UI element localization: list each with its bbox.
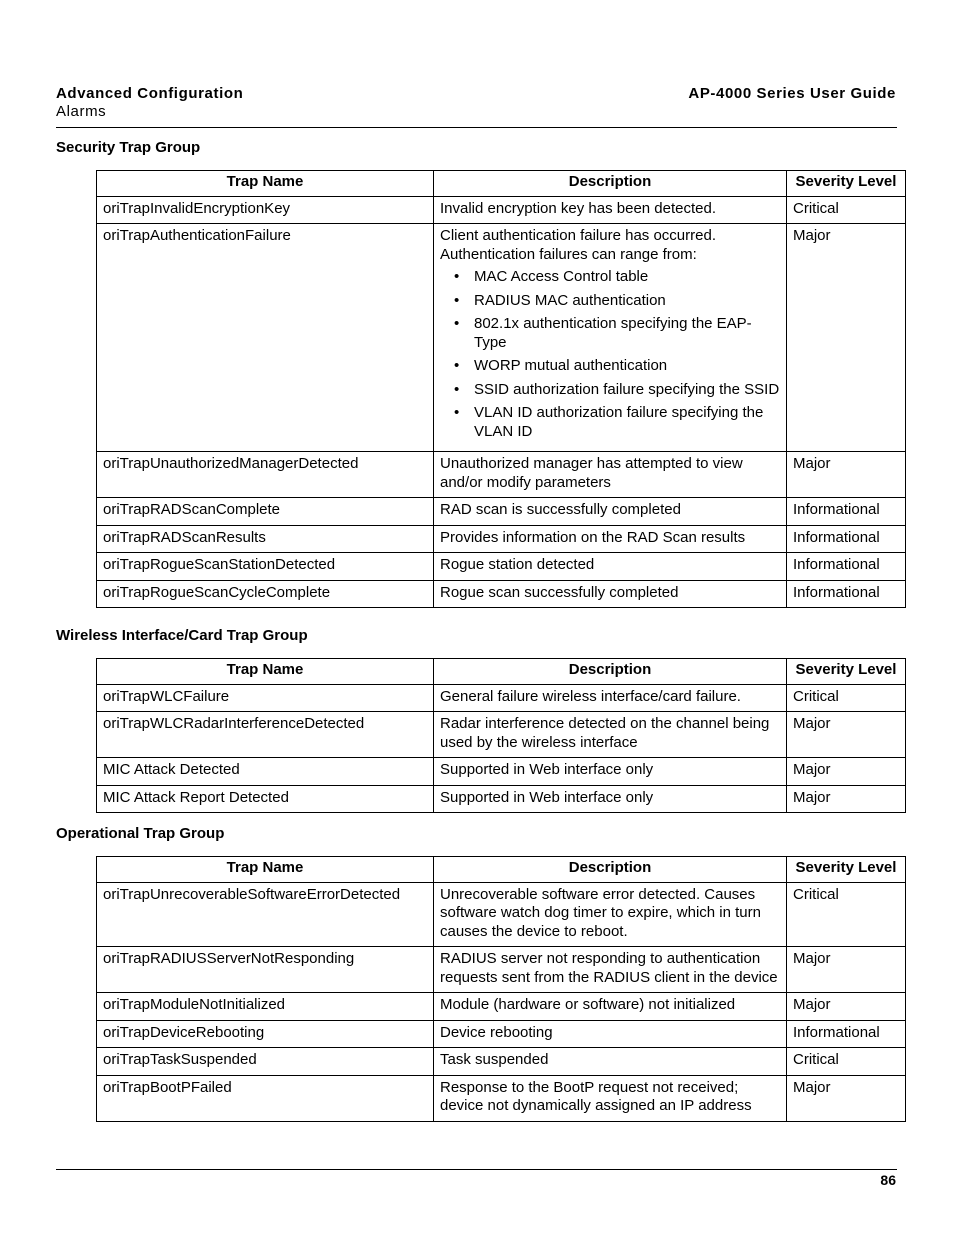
list-item (440, 381, 780, 400)
footer-rule (56, 1169, 897, 1170)
severity-cell: Major (787, 785, 906, 813)
severity-cell: Critical (787, 196, 906, 224)
trap-name-cell: oriTrapDeviceRebooting (97, 1020, 434, 1048)
trap-name-cell: oriTrapWLCFailure (97, 684, 434, 712)
table-row (97, 758, 906, 786)
header-rule (56, 127, 897, 128)
table-row (97, 882, 906, 947)
list-item-text: WORP mutual authentication (474, 357, 668, 374)
bullet-icon: • (454, 404, 460, 421)
trap-name-cell: oriTrapWLCRadarInterferenceDetected (97, 712, 434, 758)
table-row (97, 196, 906, 224)
list-item-text: 802.1x authentication specifying the EAP-Type (474, 315, 752, 351)
description-cell: Radar interference detected on the channel being used by the wireless interface (434, 712, 787, 758)
table-row (97, 1020, 906, 1048)
description-cell: RADIUS server not responding to authentication requests sent from the RADIUS client in the device (434, 947, 787, 993)
table-row (97, 580, 906, 608)
severity-cell: Informational (787, 1020, 906, 1048)
list-item (440, 292, 780, 311)
description-cell: Task suspended (434, 1048, 787, 1076)
description-cell: Supported in Web interface only (434, 785, 787, 813)
description-cell: General failure wireless interface/card failure. (434, 684, 787, 712)
severity-cell: Major (787, 947, 906, 993)
table-row (97, 1048, 906, 1076)
security-group-title: Security Trap Group (56, 139, 201, 156)
description-cell: Module (hardware or software) not initialized (434, 993, 787, 1021)
table-row (97, 785, 906, 813)
trap-name-cell: oriTrapAuthenticationFailure (97, 224, 434, 452)
trap-name-cell: oriTrapTaskSuspended (97, 1048, 434, 1076)
bullet-icon: • (454, 357, 460, 374)
description-cell: Rogue station detected (434, 553, 787, 581)
table-header-row (97, 659, 906, 685)
severity-cell: Critical (787, 882, 906, 947)
trap-name-cell: oriTrapInvalidEncryptionKey (97, 196, 434, 224)
severity-cell: Critical (787, 684, 906, 712)
description-cell (434, 224, 787, 452)
severity-cell: Major (787, 1075, 906, 1121)
severity-cell: Informational (787, 525, 906, 553)
description-text: Client authentication failure has occurred. Authentication failures can range from: (440, 227, 716, 263)
description-cell: Unrecoverable software error detected. Causes software watch dog timer to expire, which in turn causes the device to reboot. (434, 882, 787, 947)
list-item (440, 268, 780, 287)
column-header-description: Description (434, 659, 787, 685)
column-header-severity: Severity Level (787, 857, 906, 883)
trap-name-cell: oriTrapUnrecoverableSoftwareErrorDetected (97, 882, 434, 947)
table-row (97, 498, 906, 526)
column-header-description: Description (434, 857, 787, 883)
list-item (440, 315, 780, 352)
column-header-description: Description (434, 171, 787, 197)
description-cell: Rogue scan successfully completed (434, 580, 787, 608)
page-header-right (688, 85, 896, 103)
table-row (97, 553, 906, 581)
severity-cell: Major (787, 452, 906, 498)
description-cell: Device rebooting (434, 1020, 787, 1048)
trap-name-cell: MIC Attack Detected (97, 758, 434, 786)
table-row (97, 452, 906, 498)
list-item-text: VLAN ID authorization failure specifying the VLAN ID (474, 404, 764, 440)
bullet-icon: • (454, 268, 460, 285)
severity-cell: Informational (787, 553, 906, 581)
table-row (97, 1075, 906, 1121)
header-subsection: Alarms (56, 103, 107, 120)
trap-name-cell: oriTrapModuleNotInitialized (97, 993, 434, 1021)
table-row (97, 684, 906, 712)
auth-failure-list (440, 268, 780, 441)
trap-name-cell: oriTrapRADScanResults (97, 525, 434, 553)
column-header-trap-name: Trap Name (97, 857, 434, 883)
page-number: 86 (880, 1172, 896, 1188)
page-header-left (56, 85, 243, 121)
severity-cell: Major (787, 993, 906, 1021)
trap-name-cell: MIC Attack Report Detected (97, 785, 434, 813)
severity-cell: Major (787, 758, 906, 786)
trap-name-cell: oriTrapRogueScanStationDetected (97, 553, 434, 581)
column-header-trap-name: Trap Name (97, 659, 434, 685)
list-item (440, 404, 780, 441)
table-header-row (97, 857, 906, 883)
list-item-text: MAC Access Control table (474, 268, 649, 285)
column-header-severity: Severity Level (787, 171, 906, 197)
column-header-trap-name: Trap Name (97, 171, 434, 197)
trap-name-cell: oriTrapRADScanComplete (97, 498, 434, 526)
severity-cell: Major (787, 224, 906, 452)
trap-name-cell: oriTrapRADIUSServerNotResponding (97, 947, 434, 993)
description-cell: Response to the BootP request not received; device not dynamically assigned an IP address (434, 1075, 787, 1121)
list-item-text: SSID authorization failure specifying the SSID (474, 380, 780, 398)
severity-cell: Informational (787, 498, 906, 526)
table-row (97, 224, 906, 452)
trap-name-cell: oriTrapBootPFailed (97, 1075, 434, 1121)
list-item-text: RADIUS MAC authentication (474, 291, 666, 309)
table-row (97, 993, 906, 1021)
security-trap-table (96, 170, 906, 608)
description-cell: Supported in Web interface only (434, 758, 787, 786)
severity-cell: Informational (787, 580, 906, 608)
trap-name-cell: oriTrapRogueScanCycleComplete (97, 580, 434, 608)
severity-cell: Major (787, 712, 906, 758)
description-cell: Unauthorized manager has attempted to view and/or modify parameters (434, 452, 787, 498)
header-guide-title: AP-4000 Series User Guide (688, 85, 896, 102)
trap-name-cell: oriTrapUnauthorizedManagerDetected (97, 452, 434, 498)
table-row (97, 712, 906, 758)
column-header-severity: Severity Level (787, 659, 906, 685)
description-cell: Provides information on the RAD Scan results (434, 525, 787, 553)
bullet-icon: • (454, 291, 460, 309)
description-cell: Invalid encryption key has been detected. (434, 196, 787, 224)
table-row (97, 947, 906, 993)
operational-group-title: Operational Trap Group (56, 825, 225, 842)
severity-cell: Critical (787, 1048, 906, 1076)
list-item (440, 357, 780, 376)
wireless-group-title: Wireless Interface/Card Trap Group (56, 627, 308, 644)
bullet-icon: • (454, 315, 460, 332)
description-cell: RAD scan is successfully completed (434, 498, 787, 526)
wireless-trap-table (96, 658, 906, 813)
table-row (97, 525, 906, 553)
operational-trap-table (96, 856, 906, 1122)
table-header-row (97, 171, 906, 197)
bullet-icon: • (454, 380, 460, 398)
header-section-title: Advanced Configuration (56, 85, 244, 102)
